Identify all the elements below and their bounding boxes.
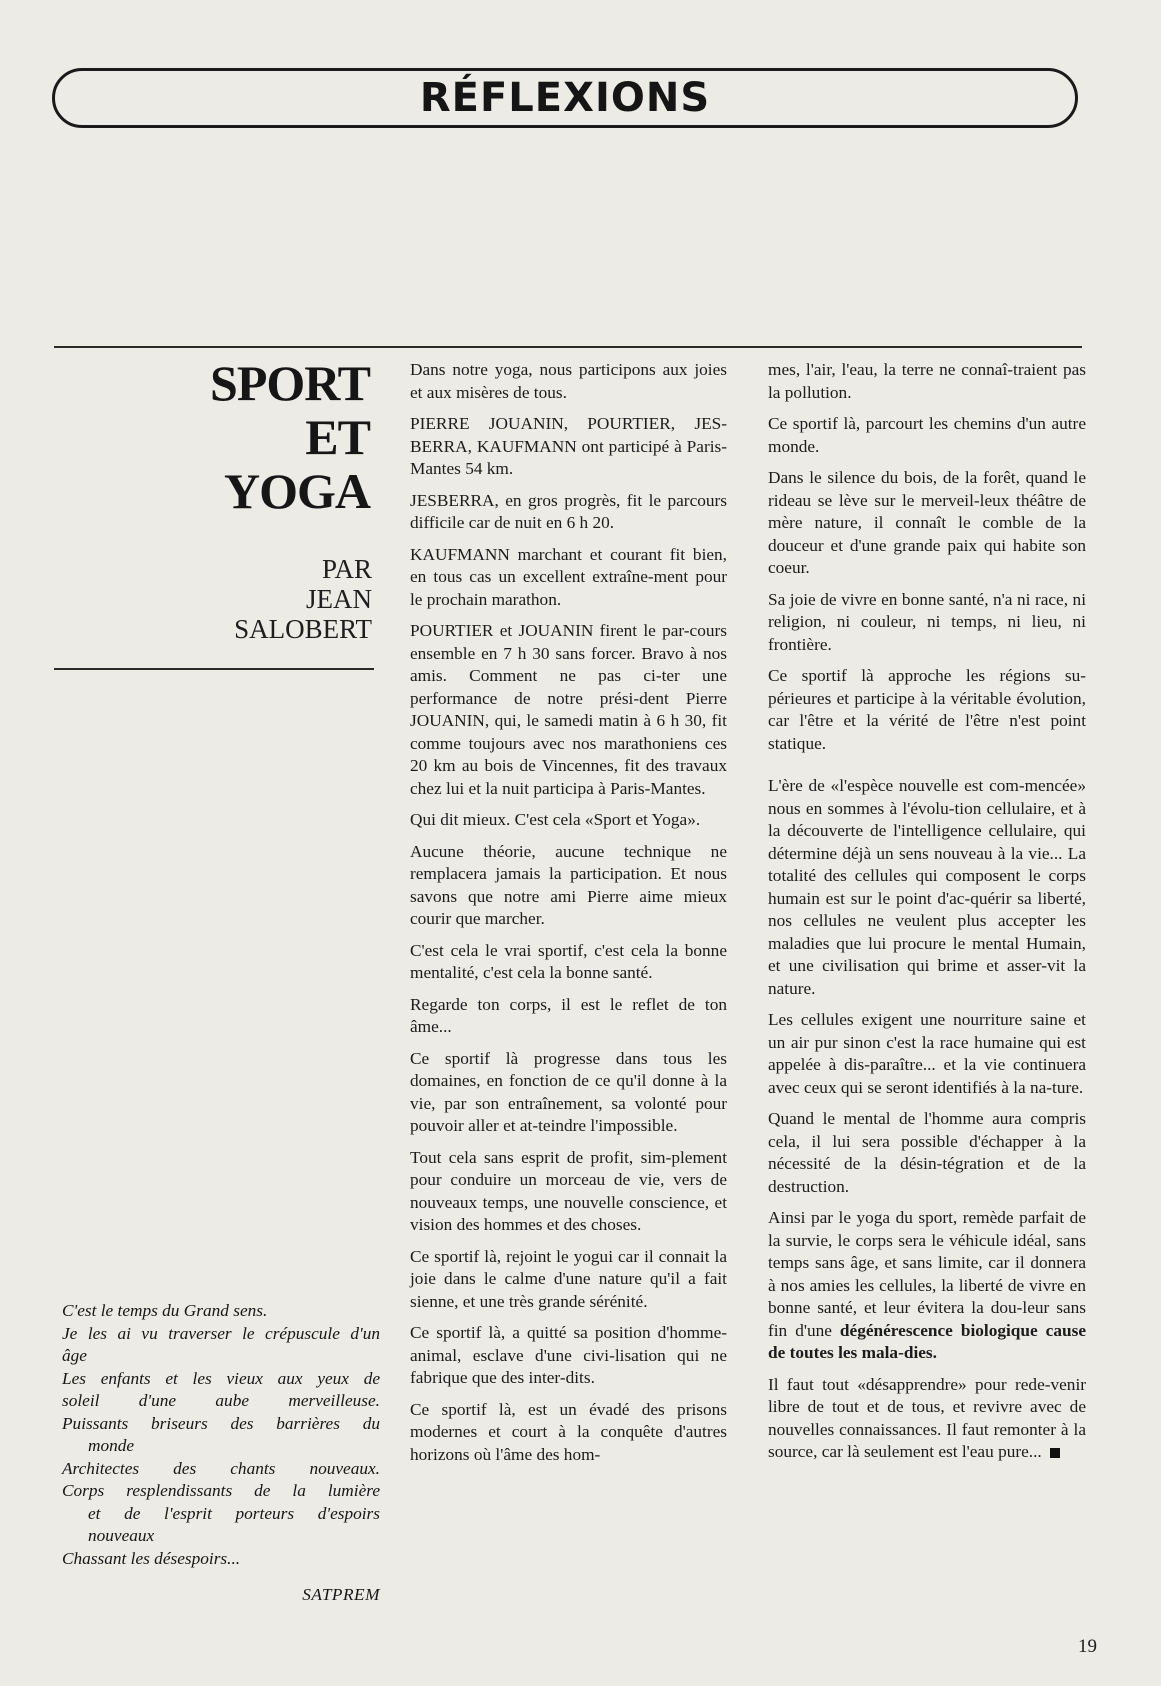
paragraph: Tout cela sans esprit de profit, sim-plement pour conduire un morceau de vie, vers de nouveaux temps, une nouvelle conscience, et vision des hommes et des choses. bbox=[410, 1147, 727, 1234]
poem-line: Puissants briseurs des barrières du bbox=[62, 1413, 380, 1433]
paragraph: Ce sportif là progresse dans tous les domaines, en fonction de ce qu'il donne à la vie, par son entraînement, sa volonté pour pouvoir aller et at-teindre l'impossible. bbox=[410, 1048, 727, 1135]
headline-line: ET bbox=[305, 409, 370, 465]
end-mark-icon bbox=[1050, 1448, 1060, 1458]
byline-divider bbox=[54, 668, 374, 670]
poem-line: C'est le temps du Grand sens. bbox=[62, 1301, 268, 1320]
article-column-2 bbox=[410, 359, 727, 1475]
headline-line: SPORT bbox=[210, 355, 370, 411]
poem-line: Architectes des chants nouveaux. bbox=[62, 1458, 380, 1478]
byline-line: SALOBERT bbox=[234, 614, 372, 644]
page-number: 19 bbox=[1078, 1636, 1097, 1657]
paragraph: Quand le mental de l'homme aura compris cela, il lui sera possible d'échapper à la nécessité de la désin-tégration et de la destruction. bbox=[768, 1109, 1086, 1196]
poem-line: Chassant les désespoirs... bbox=[62, 1548, 241, 1568]
paragraph: mes, l'air, l'eau, la terre ne connaî-traient pas la pollution. bbox=[768, 360, 1086, 402]
bold-text: dégénérescence biologique cause de toutes les mala-dies. bbox=[768, 1320, 1086, 1362]
section-banner bbox=[52, 68, 1078, 128]
poem bbox=[62, 1300, 380, 1607]
poem-line: soleil d'une aube merveilleuse. bbox=[62, 1391, 380, 1410]
paragraph bbox=[768, 1374, 1086, 1464]
top-divider bbox=[54, 346, 1082, 348]
paragraph: Regarde ton corps, il est le reflet de ton âme... bbox=[410, 994, 727, 1036]
paragraph-text: Il faut tout «désapprendre» pour rede-venir libre de tout et de tous, et revivre avec de nouvelles connaissances. Il faut remonter à la source, car là seulement est l'eau pure... bbox=[768, 1374, 1086, 1461]
paragraph: Sa joie de vivre en bonne santé, n'a ni race, ni religion, ni couleur, ni temps, ni lieu, ni frontière. bbox=[768, 589, 1086, 654]
paragraph: PIERRE JOUANIN, POURTIER, JES-BERRA, KAUFMANN ont participé à Paris-Mantes 54 km. bbox=[410, 414, 727, 478]
article-byline bbox=[150, 554, 372, 644]
paragraph: Dans notre yoga, nous participons aux joies et aux misères de tous. bbox=[410, 360, 727, 402]
paragraph: C'est cela le vrai sportif, c'est cela la bonne mentalité, c'est cela la bonne santé. bbox=[410, 940, 727, 982]
article-column-3 bbox=[768, 359, 1086, 1473]
article-headline bbox=[150, 356, 370, 518]
paragraph: Ce sportif là, est un évadé des prisons modernes et court à la conquête d'autres horizons où l'âme des hom- bbox=[410, 1399, 727, 1464]
headline-line: YOGA bbox=[224, 463, 370, 519]
poem-line: Les enfants et les vieux aux yeux de bbox=[62, 1368, 380, 1388]
section-title: RÉFLEXIONS bbox=[419, 75, 711, 121]
poem-signature: SATPREM bbox=[302, 1585, 380, 1604]
paragraph: Ce sportif là, parcourt les chemins d'un autre monde. bbox=[768, 414, 1086, 456]
poem-line: Corps resplendissants de la lumière bbox=[62, 1481, 380, 1500]
paragraph: Qui dit mieux. C'est cela «Sport et Yoga». bbox=[410, 810, 701, 829]
poem-line: âge bbox=[62, 1346, 87, 1365]
paragraph-text: Ainsi par le yoga du sport, remède parfait de la survie, le corps sera le véhicule idéal, sans temps sans âge, et sans limite, car il donnera à nos amies les cellules, la liberté de vivre en bonne santé, et leur évitera la dou-leur sans fin d'une bbox=[768, 1208, 1086, 1340]
paragraph: KAUFMANN marchant et courant fit bien, en tous cas un excellent extraîne-ment pour le prochain marathon. bbox=[410, 544, 727, 609]
paragraph: Aucune théorie, aucune technique ne remplacera jamais la participation. Et nous savons que notre ami Pierre aime mieux courir que marcher. bbox=[410, 841, 727, 928]
poem-line: monde bbox=[88, 1436, 135, 1455]
poem-line: nouveaux bbox=[88, 1526, 155, 1545]
paragraph: Ce sportif là, a quitté sa position d'homme-animal, esclave d'une civi-lisation qui ne fabrique que des inter-dits. bbox=[410, 1323, 727, 1387]
paragraph: Les cellules exigent une nourriture saine et un air pur sinon c'est la race humaine qui est appelée à dis-paraître... et la vie continuera avec ceux qui se seront identifiés à la na-ture. bbox=[768, 1010, 1086, 1097]
paragraph: JESBERRA, en gros progrès, fit le parcours difficile car de nuit en 6 h 20. bbox=[410, 490, 727, 532]
poem-line: Je les ai vu traverser le crépuscule d'un bbox=[62, 1323, 380, 1343]
paragraph: Dans le silence du bois, de la forêt, quand le rideau se lève sur le merveil-leux théâtre de mère nature, il connaît le comble de la douceur et d'une grande paix qui habite son coeur. bbox=[768, 468, 1086, 577]
paragraph: POURTIER et JOUANIN firent le par-cours ensemble en 7 h 30 sans forcer. Bravo à nos amis. Comment ne pas ci-ter une performance de notre prési-dent Pierre JOUANIN, qui, le samedi matin à 6 h 30, fit comme toujours avec nos marathoniens ces 20 km au bois de Vincennes, fit des travaux chez lui et la nuit participa à Paris-Mantes. bbox=[410, 621, 727, 798]
paragraph: Ce sportif là approche les régions su-périeures et participe à la véritable évolution, car l'être et la vérité de l'être n'est point statique. bbox=[768, 666, 1086, 753]
paragraph: L'ère de «l'espèce nouvelle est com-mencée» nous en sommes à l'évolu-tion cellulaire, et à la découverte de l'intelligence cellulaire, qui détermine déjà un sens nouveau à la vie... La totalité des cellules qui composent le corps humain est sur le point d'ac-quérir sa liberté, nos cellules ne veulent plus accepter les maladies que lui procure le mental Humain, et une civilisation qui brime et asser-vit la nature. bbox=[768, 776, 1086, 998]
paragraph bbox=[768, 1207, 1086, 1365]
paragraph: Ce sportif là, rejoint le yogui car il connait la joie dans le calme d'une nature qu'il a fait sienne, et une très grande sérénité. bbox=[410, 1246, 727, 1311]
poem-line: et de l'esprit porteurs d'espoirs bbox=[88, 1503, 380, 1523]
byline-line: JEAN bbox=[306, 584, 372, 614]
byline-line: PAR bbox=[321, 554, 372, 584]
